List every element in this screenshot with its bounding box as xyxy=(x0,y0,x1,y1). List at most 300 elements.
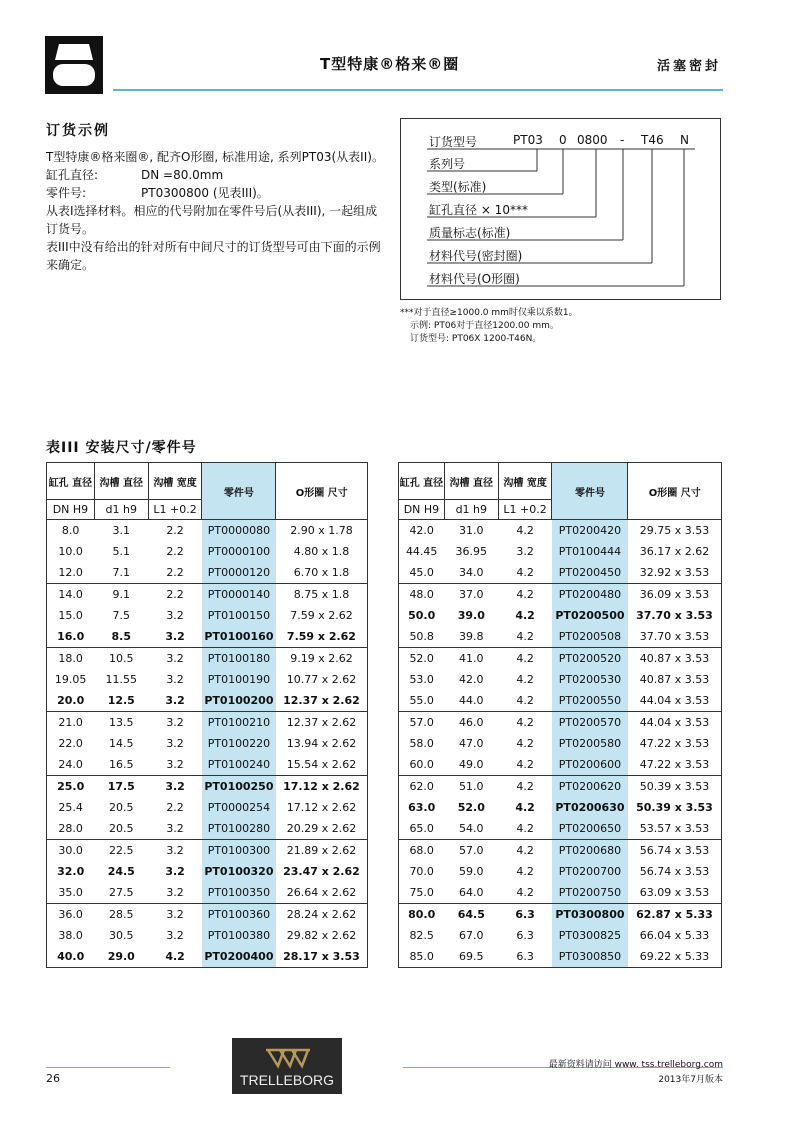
table-row xyxy=(47,904,368,926)
cell-groove-diameter: 34.0 xyxy=(459,566,484,579)
cell-bore: 42.0 xyxy=(399,520,445,542)
cell-bore: 50.8 xyxy=(399,626,445,648)
cell-groove-width: 4.2 xyxy=(498,776,552,798)
cell-groove-diameter: 7.1 xyxy=(112,566,131,579)
cell-oring: 28.17 x 3.53 xyxy=(276,946,368,968)
cell-part-number: PT0200580 xyxy=(552,733,628,754)
col-oring-header: O形圈 尺寸 xyxy=(628,463,722,520)
cell-oring: 17.12 x 2.62 xyxy=(276,776,368,798)
table-row xyxy=(399,776,722,798)
table-row xyxy=(399,733,722,754)
cell-oring: 40.87 x 3.53 xyxy=(628,648,722,670)
cell-part-number: PT0100380 xyxy=(202,925,276,946)
cell-part-number: PT0200508 xyxy=(552,626,628,648)
table-row xyxy=(47,733,368,754)
cell-oring: 10.77 x 2.62 xyxy=(276,669,368,690)
table-row xyxy=(47,882,368,904)
cell-part-number: PT0200420 xyxy=(552,520,628,542)
page-number: 26 xyxy=(46,1072,60,1085)
code-dash: - xyxy=(620,133,625,147)
col-bore-unit: DN H9 xyxy=(399,500,445,520)
cell-bore: 62.0 xyxy=(399,776,445,798)
cell-groove-width: 4.2 xyxy=(516,630,534,643)
cell-bore: 30.0 xyxy=(47,840,95,862)
order-example-text xyxy=(46,148,386,274)
cell-part-number: PT0200650 xyxy=(552,818,628,840)
cell-part-number: PT0300825 xyxy=(552,925,628,946)
table-right-body xyxy=(399,520,722,968)
cell-groove-diameter: 44.0 xyxy=(459,694,484,707)
cell-part-number: PT0000080 xyxy=(202,520,276,542)
cell-oring: 29.82 x 2.62 xyxy=(276,925,368,946)
part-label: 零件号: xyxy=(46,186,87,200)
cell-groove-diameter: 64.5 xyxy=(444,904,498,926)
cell-groove-width: 6.3 xyxy=(516,929,534,942)
cell-groove-diameter: 16.5 xyxy=(109,758,134,771)
cell-oring: 15.54 x 2.62 xyxy=(276,754,368,776)
table-row xyxy=(399,669,722,690)
cell-part-number: PT0200570 xyxy=(552,712,628,734)
table-row xyxy=(399,648,722,670)
cell-groove-width: 4.2 xyxy=(515,801,535,814)
cell-oring: 12.37 x 2.62 xyxy=(276,690,368,712)
order-intro: T型特康®格来圈®, 配齐O形圈, 标准用途, 系列PT03(从表II)。 xyxy=(46,150,384,164)
order-para2: 从表I选择材料。相应的代号附加在零件号后(从表III), 一起组成订货号。 xyxy=(46,204,378,236)
seal-profile-logo xyxy=(45,36,103,94)
cell-oring: 12.37 x 2.62 xyxy=(276,712,368,734)
table-row xyxy=(47,669,368,690)
cell-groove-width: 6.3 xyxy=(498,946,552,968)
code-row-series: 系列号 xyxy=(429,157,466,171)
cell-groove-diameter: 9.1 xyxy=(94,584,148,606)
col-groove-width-unit: L1 +0.2 xyxy=(148,500,202,520)
table-row xyxy=(399,626,722,648)
cell-groove-width: 4.2 xyxy=(498,584,552,606)
table-row xyxy=(399,818,722,840)
cell-oring: 2.90 x 1.78 xyxy=(276,520,368,542)
cell-groove-diameter: 47.0 xyxy=(459,737,484,750)
cell-part-number: PT0300850 xyxy=(552,946,628,968)
code-head-label: 订货型号 xyxy=(429,135,478,149)
cell-groove-diameter: 7.5 xyxy=(112,609,131,622)
cell-part-number: PT0000120 xyxy=(202,562,276,584)
cell-groove-diameter: 57.0 xyxy=(444,840,498,862)
cell-groove-diameter: 41.0 xyxy=(444,648,498,670)
cell-bore: 15.0 xyxy=(47,605,95,626)
code-row-type: 类型(标准) xyxy=(429,180,487,194)
cell-groove-diameter: 28.5 xyxy=(94,904,148,926)
cell-bore: 53.0 xyxy=(399,669,445,690)
table-row xyxy=(47,840,368,862)
col-groove-diameter-unit: d1 h9 xyxy=(94,500,148,520)
cell-bore: 65.0 xyxy=(399,818,445,840)
table-row xyxy=(399,904,722,926)
table-row xyxy=(47,712,368,734)
cell-bore: 58.0 xyxy=(399,733,445,754)
cell-groove-width: 2.2 xyxy=(166,545,184,558)
cell-groove-width: 6.3 xyxy=(498,904,552,926)
code-row-seal-material: 材料代号(密封圈) xyxy=(429,249,523,263)
cell-part-number: PT0100280 xyxy=(202,818,276,840)
cell-oring: 47.22 x 3.53 xyxy=(628,733,722,754)
cell-bore: 32.0 xyxy=(47,861,95,882)
code-diameter: 0800 xyxy=(577,133,608,147)
col-groove-width-header: 沟槽 宽度 xyxy=(498,463,552,500)
table-title: 表III 安装尺寸/零件号 xyxy=(46,440,197,456)
table-row xyxy=(47,520,368,542)
cell-part-number: PT0100350 xyxy=(202,882,276,904)
cell-bore: 63.0 xyxy=(399,797,445,818)
cell-groove-diameter: 31.0 xyxy=(444,520,498,542)
cell-groove-width: 3.2 xyxy=(166,609,184,622)
cell-part-number: PT0300800 xyxy=(552,904,628,926)
cell-bore: 10.0 xyxy=(47,541,95,562)
cell-oring: 44.04 x 3.53 xyxy=(628,712,722,734)
cell-part-number: PT0100160 xyxy=(202,626,276,648)
cell-groove-width: 3.2 xyxy=(516,545,534,558)
cell-bore: 85.0 xyxy=(399,946,445,968)
cell-groove-width: 3.2 xyxy=(148,840,202,862)
code-material: T46 xyxy=(641,133,664,147)
part-value: PT0300800 (见表III)。 xyxy=(141,186,269,200)
table-row xyxy=(399,690,722,712)
cell-part-number: PT0100220 xyxy=(202,733,276,754)
cell-groove-diameter: 30.5 xyxy=(109,929,134,942)
cell-bore: 35.0 xyxy=(47,882,95,904)
cell-oring: 50.39 x 3.53 xyxy=(628,797,722,818)
cell-groove-diameter: 14.5 xyxy=(109,737,134,750)
cell-groove-width: 4.2 xyxy=(516,758,534,771)
table-row xyxy=(399,562,722,584)
cell-groove-diameter: 10.5 xyxy=(94,648,148,670)
cell-groove-diameter: 11.55 xyxy=(105,673,138,686)
table-row xyxy=(47,648,368,670)
cell-groove-diameter: 27.5 xyxy=(109,886,134,899)
cell-groove-width: 3.2 xyxy=(166,673,184,686)
table-row xyxy=(47,626,368,648)
cell-groove-diameter: 59.0 xyxy=(459,865,484,878)
cell-oring: 56.74 x 3.53 xyxy=(628,861,722,882)
cell-groove-width: 4.2 xyxy=(148,946,202,968)
cell-part-number: PT0100180 xyxy=(202,648,276,670)
code-series: PT03 xyxy=(513,133,543,147)
col-bore-header: 缸孔 直径 xyxy=(399,463,445,500)
cell-groove-width: 3.2 xyxy=(166,822,184,835)
cell-part-number: PT0200700 xyxy=(552,861,628,882)
cell-groove-width: 4.2 xyxy=(498,712,552,734)
table-row xyxy=(47,946,368,968)
cell-bore: 19.05 xyxy=(47,669,95,690)
cell-oring: 36.09 x 3.53 xyxy=(628,584,722,606)
trelleborg-logo xyxy=(232,1038,342,1094)
cell-oring: 32.92 x 3.53 xyxy=(628,562,722,584)
cell-part-number: PT0100250 xyxy=(202,776,276,798)
table-row xyxy=(47,605,368,626)
cell-groove-width: 4.2 xyxy=(498,520,552,542)
cell-groove-diameter: 8.5 xyxy=(111,630,132,643)
cell-groove-diameter: 22.5 xyxy=(94,840,148,862)
cell-bore: 75.0 xyxy=(399,882,445,904)
table-row xyxy=(399,882,722,904)
cell-oring: 53.57 x 3.53 xyxy=(628,818,722,840)
cell-part-number: PT0100444 xyxy=(552,541,628,562)
cell-oring: 26.64 x 2.62 xyxy=(276,882,368,904)
cell-bore: 28.0 xyxy=(47,818,95,840)
cell-part-number: PT0000254 xyxy=(202,797,276,818)
cell-part-number: PT0100300 xyxy=(202,840,276,862)
cell-bore: 25.4 xyxy=(47,797,95,818)
footer-divider-left xyxy=(46,1067,170,1068)
bore-row xyxy=(46,166,386,184)
cell-groove-width: 2.2 xyxy=(166,801,184,814)
cell-groove-diameter: 67.0 xyxy=(459,929,484,942)
cell-bore: 44.45 xyxy=(399,541,445,562)
cell-bore: 52.0 xyxy=(399,648,445,670)
code-type: 0 xyxy=(559,133,567,147)
cell-oring: 69.22 x 5.33 xyxy=(628,946,722,968)
cell-bore: 50.0 xyxy=(399,605,445,626)
cell-part-number: PT0000100 xyxy=(202,541,276,562)
cell-bore: 55.0 xyxy=(399,690,445,712)
part-row xyxy=(46,184,386,202)
cell-oring: 63.09 x 3.53 xyxy=(628,882,722,904)
table-row xyxy=(47,562,368,584)
col-groove-width-unit: L1 +0.2 xyxy=(498,500,552,520)
cell-bore: 14.0 xyxy=(47,584,95,606)
cell-groove-width: 3.2 xyxy=(148,904,202,926)
cell-oring: 20.29 x 2.62 xyxy=(276,818,368,840)
table-row xyxy=(47,861,368,882)
cell-oring: 7.59 x 2.62 xyxy=(276,626,368,648)
cell-oring: 7.59 x 2.62 xyxy=(276,605,368,626)
cell-oring: 6.70 x 1.8 xyxy=(276,562,368,584)
col-groove-diameter-header: 沟槽 直径 xyxy=(444,463,498,500)
cell-groove-diameter: 39.0 xyxy=(457,609,485,622)
cell-bore: 38.0 xyxy=(47,925,95,946)
cell-oring: 28.24 x 2.62 xyxy=(276,904,368,926)
table-left-body xyxy=(47,520,368,968)
footer-website: 最新资料请访问 www. tss.trelleborg.com xyxy=(548,1060,723,1070)
cell-bore: 8.0 xyxy=(47,520,95,542)
cell-oring: 47.22 x 3.53 xyxy=(628,754,722,776)
cell-groove-diameter: 42.0 xyxy=(459,673,484,686)
cell-bore: 45.0 xyxy=(399,562,445,584)
footnote-line3: 订货型号: PT06X 1200-T46N。 xyxy=(410,334,542,344)
cell-bore: 25.0 xyxy=(47,776,95,798)
cell-bore: 80.0 xyxy=(399,904,445,926)
cell-groove-diameter: 12.5 xyxy=(107,694,135,707)
cell-groove-diameter: 13.5 xyxy=(94,712,148,734)
code-oring-material: N xyxy=(680,133,689,147)
col-part-number-header: 零件号 xyxy=(552,463,628,520)
cell-part-number: PT0000140 xyxy=(202,584,276,606)
cell-groove-width: 4.2 xyxy=(498,840,552,862)
col-oring-header: O形圈 尺寸 xyxy=(276,463,368,520)
table-row xyxy=(47,541,368,562)
table-row xyxy=(399,605,722,626)
cell-groove-diameter: 24.5 xyxy=(107,865,135,878)
footer-edition: 2013年7月版本 xyxy=(658,1075,723,1085)
cell-groove-width: 4.2 xyxy=(516,886,534,899)
cell-part-number: PT0200530 xyxy=(552,669,628,690)
cell-bore: 70.0 xyxy=(399,861,445,882)
cell-groove-diameter: 51.0 xyxy=(444,776,498,798)
cell-groove-diameter: 29.0 xyxy=(94,946,148,968)
cell-bore: 18.0 xyxy=(47,648,95,670)
cell-bore: 82.5 xyxy=(399,925,445,946)
cell-bore: 36.0 xyxy=(47,904,95,926)
cell-groove-width: 3.2 xyxy=(148,712,202,734)
cell-groove-width: 3.2 xyxy=(166,929,184,942)
table-row xyxy=(47,584,368,606)
cell-bore: 60.0 xyxy=(399,754,445,776)
cell-groove-width: 3.2 xyxy=(166,886,184,899)
table-row xyxy=(47,797,368,818)
cell-groove-diameter: 17.5 xyxy=(94,776,148,798)
table-row xyxy=(399,861,722,882)
col-groove-width-header: 沟槽 宽度 xyxy=(148,463,202,500)
cell-groove-diameter: 37.0 xyxy=(444,584,498,606)
cell-groove-diameter: 39.8 xyxy=(459,630,484,643)
cell-oring: 36.17 x 2.62 xyxy=(628,541,722,562)
cell-part-number: PT0200500 xyxy=(552,605,628,626)
cell-groove-width: 4.2 xyxy=(516,694,534,707)
cell-part-number: PT0100320 xyxy=(202,861,276,882)
cell-part-number: PT0200450 xyxy=(552,562,628,584)
cell-groove-width: 2.2 xyxy=(148,584,202,606)
cell-bore: 22.0 xyxy=(47,733,95,754)
cell-part-number: PT0200750 xyxy=(552,882,628,904)
cell-oring: 66.04 x 5.33 xyxy=(628,925,722,946)
col-bore-header: 缸孔 直径 xyxy=(47,463,95,500)
cell-groove-diameter: 36.95 xyxy=(455,545,488,558)
code-row-quality: 质量标志(标准) xyxy=(429,226,511,240)
cell-oring: 56.74 x 3.53 xyxy=(628,840,722,862)
cell-oring: 23.47 x 2.62 xyxy=(276,861,368,882)
code-row-diameter: 缸孔直径 × 10*** xyxy=(429,203,528,217)
col-groove-diameter-unit: d1 h9 xyxy=(444,500,498,520)
code-leader-lines xyxy=(401,119,722,301)
cell-part-number: PT0200550 xyxy=(552,690,628,712)
table-row xyxy=(47,754,368,776)
cell-groove-width: 4.2 xyxy=(516,673,534,686)
cell-groove-diameter: 20.5 xyxy=(109,801,134,814)
table-row xyxy=(399,584,722,606)
cell-oring: 29.75 x 3.53 xyxy=(628,520,722,542)
table-row xyxy=(47,925,368,946)
cell-part-number: PT0200600 xyxy=(552,754,628,776)
table-row xyxy=(47,690,368,712)
cell-oring: 37.70 x 3.53 xyxy=(628,626,722,648)
cell-groove-diameter: 69.5 xyxy=(444,946,498,968)
cell-groove-width: 4.2 xyxy=(516,566,534,579)
table-row xyxy=(399,946,722,968)
cell-part-number: PT0100240 xyxy=(202,754,276,776)
cell-oring: 44.04 x 3.53 xyxy=(628,690,722,712)
cell-oring: 37.70 x 3.53 xyxy=(628,605,722,626)
cell-oring: 8.75 x 1.8 xyxy=(276,584,368,606)
cell-groove-width: 3.2 xyxy=(165,630,185,643)
table-row xyxy=(399,541,722,562)
col-part-number-header: 零件号 xyxy=(202,463,276,520)
cell-oring: 50.39 x 3.53 xyxy=(628,776,722,798)
table-row xyxy=(399,797,722,818)
table-row xyxy=(47,776,368,798)
cell-part-number: PT0200680 xyxy=(552,840,628,862)
code-row-oring-material: 材料代号(O形圈) xyxy=(429,272,520,286)
dimension-table-right xyxy=(398,462,722,968)
cell-oring: 40.87 x 3.53 xyxy=(628,669,722,690)
cell-groove-width: 3.2 xyxy=(148,776,202,798)
cell-groove-diameter: 64.0 xyxy=(459,886,484,899)
cell-groove-width: 3.2 xyxy=(165,865,185,878)
cell-part-number: PT0200400 xyxy=(202,946,276,968)
cell-part-number: PT0200620 xyxy=(552,776,628,798)
cell-part-number: PT0100360 xyxy=(202,904,276,926)
order-code-diagram xyxy=(400,118,721,300)
cell-groove-diameter: 49.0 xyxy=(459,758,484,771)
cell-bore: 48.0 xyxy=(399,584,445,606)
cell-oring: 4.80 x 1.8 xyxy=(276,541,368,562)
table-row xyxy=(399,840,722,862)
col-bore-unit: DN H9 xyxy=(47,500,95,520)
dimension-table-left xyxy=(46,462,368,968)
cell-bore: 21.0 xyxy=(47,712,95,734)
cell-groove-width: 4.2 xyxy=(516,737,534,750)
cell-part-number: PT0100190 xyxy=(202,669,276,690)
cell-bore: 20.0 xyxy=(47,690,95,712)
cell-part-number: PT0200480 xyxy=(552,584,628,606)
bore-value: DN =80.0mm xyxy=(141,168,224,182)
cell-groove-width: 3.2 xyxy=(148,648,202,670)
cell-bore: 57.0 xyxy=(399,712,445,734)
cell-groove-width: 3.2 xyxy=(165,694,185,707)
cell-groove-width: 2.2 xyxy=(148,520,202,542)
bore-label: 缸孔直径: xyxy=(46,168,99,182)
cell-oring: 62.87 x 5.33 xyxy=(628,904,722,926)
table-row xyxy=(399,754,722,776)
cell-part-number: PT0100210 xyxy=(202,712,276,734)
col-groove-diameter-header: 沟槽 直径 xyxy=(94,463,148,500)
cell-groove-diameter: 54.0 xyxy=(459,822,484,835)
cell-oring: 13.94 x 2.62 xyxy=(276,733,368,754)
cell-bore: 40.0 xyxy=(47,946,95,968)
cell-part-number: PT0200520 xyxy=(552,648,628,670)
section-category: 活塞密封 xyxy=(657,59,722,74)
cell-groove-width: 3.2 xyxy=(166,737,184,750)
cell-groove-width: 3.2 xyxy=(166,758,184,771)
cell-groove-width: 4.2 xyxy=(498,648,552,670)
code-footnote xyxy=(400,307,578,346)
cell-groove-width: 4.2 xyxy=(516,822,534,835)
page-title: T型特康®格来®圈 xyxy=(320,55,460,73)
cell-bore: 12.0 xyxy=(47,562,95,584)
table-row xyxy=(399,712,722,734)
table-row xyxy=(47,818,368,840)
order-para3: 表III中没有给出的针对所有中间尺寸的订货型号可由下面的示例来确定。 xyxy=(46,240,381,272)
cell-groove-width: 2.2 xyxy=(166,566,184,579)
brand-name: TRELLEBORG xyxy=(239,1072,335,1088)
cell-part-number: PT0200630 xyxy=(552,797,628,818)
footnote-line2: 示例: PT06对于直径1200.00 mm。 xyxy=(410,321,559,331)
table-row xyxy=(399,925,722,946)
cell-groove-width: 4.2 xyxy=(515,609,535,622)
table-row xyxy=(399,520,722,542)
cell-groove-diameter: 46.0 xyxy=(444,712,498,734)
cell-part-number: PT0100150 xyxy=(202,605,276,626)
cell-groove-diameter: 20.5 xyxy=(109,822,134,835)
footnote-line1: ***对于直径≥1000.0 mm时仅乘以系数1。 xyxy=(400,308,578,318)
